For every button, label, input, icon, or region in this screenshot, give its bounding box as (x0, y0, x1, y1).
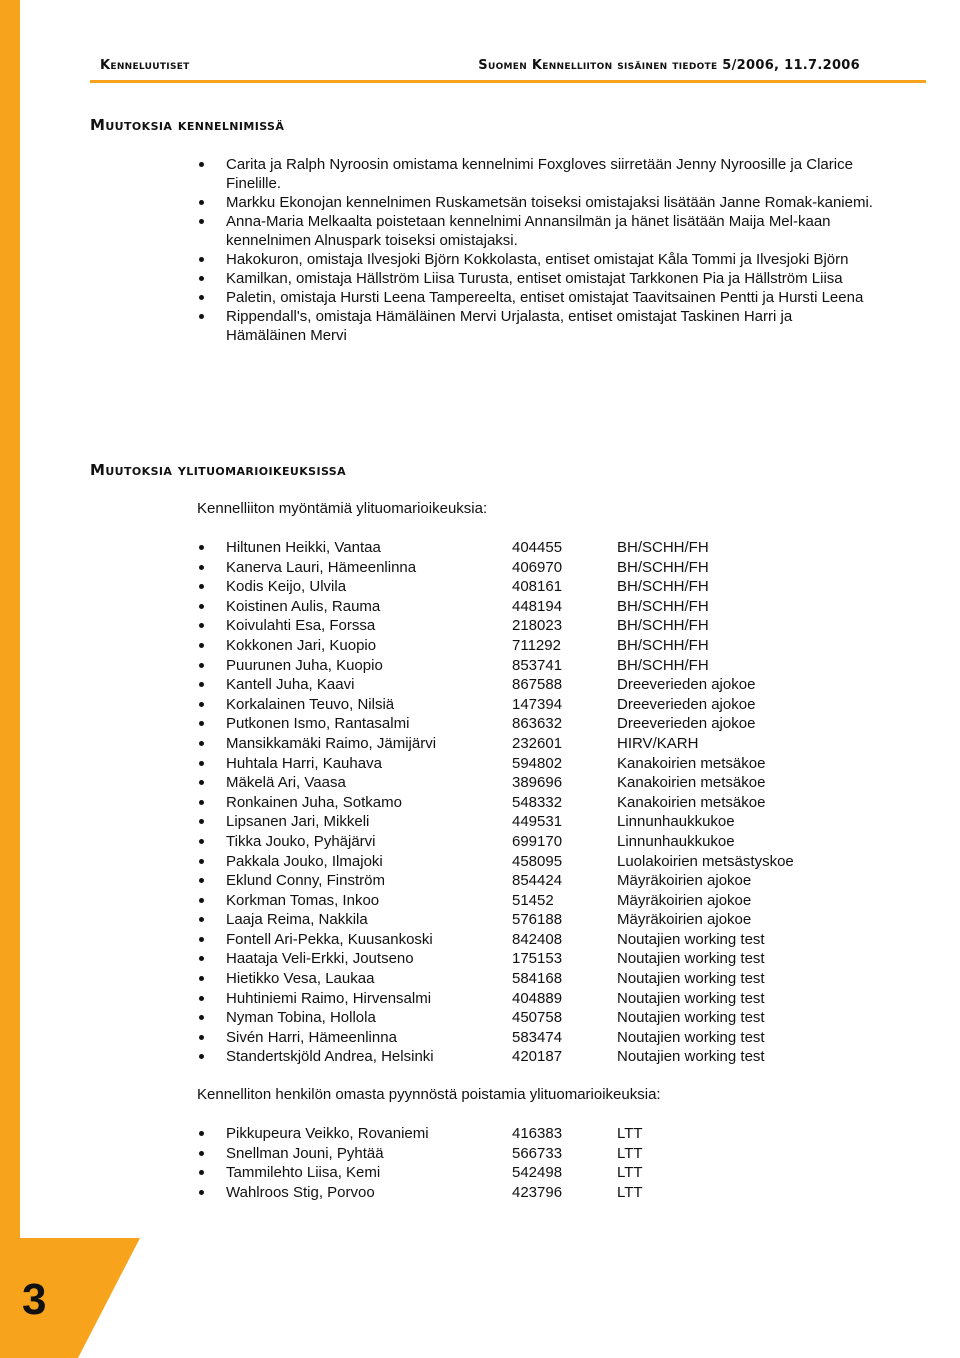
judge-number: 389696 (512, 774, 563, 792)
side-accent-bar (0, 0, 20, 1240)
judge-category: LTT (617, 1164, 643, 1182)
judge-name: Sivén Harri, Hämeenlinna (226, 1028, 397, 1046)
list-item: Markku Ekonojan kennelnimen Ruskametsän toiseksi omistajaksi lisätään Janne Romak-kaniemi. (196, 193, 876, 212)
judge-category: Noutajien working test (617, 1028, 765, 1046)
header-rule (90, 80, 926, 83)
judge-category: LTT (617, 1183, 643, 1201)
judge-number: 420187 (512, 1048, 563, 1066)
judge-name: Lipsanen Jari, Mikkeli (226, 813, 370, 831)
judge-number: 450758 (512, 1009, 563, 1027)
judge-name: Kokkonen Jari, Kuopio (226, 636, 377, 654)
judge-number: 566733 (512, 1144, 563, 1162)
judge-number: 175153 (512, 950, 563, 968)
list-item: Kamilkan, omistaja Hällström Liisa Turusta, entiset omistajat Tarkkonen Pia ja Hällström Liisa (196, 269, 876, 288)
judge-number: 423796 (512, 1183, 563, 1201)
judge-number: 51452 (512, 891, 554, 909)
judge-category: Noutajien working test (617, 1009, 765, 1027)
judge-name: Huhtiniemi Raimo, Hirvensalmi (226, 989, 432, 1007)
removed-intro: Kennelliton henkilön omasta pyynnöstä poistamia ylituomarioikeuksia: (197, 1086, 661, 1103)
judge-number: 699170 (512, 832, 563, 850)
judge-number: 147394 (512, 695, 563, 713)
judge-category: Dreeverieden ajokoe (617, 715, 756, 733)
list-item: Rippendall's, omistaja Hämäläinen Mervi Urjalasta, entiset omistajat Taskinen Harri ja Hämäläinen Mervi (196, 307, 876, 345)
header-left: Kenneluutiset (100, 58, 190, 73)
judge-category: LTT (617, 1144, 643, 1162)
judge-name: Wahlroos Stig, Porvoo (226, 1183, 375, 1201)
judge-name: Puurunen Juha, Kuopio (226, 656, 383, 674)
list-item: Carita ja Ralph Nyroosin omistama kennelnimi Foxgloves siirretään Jenny Nyroosille ja Clarice Finelille. (196, 155, 876, 193)
judge-number: 218023 (512, 617, 563, 635)
judge-name: Pakkala Jouko, Ilmajoki (226, 852, 383, 870)
judge-category: Kanakoirien metsäkoe (617, 793, 766, 811)
judge-name: Standertskjöld Andrea, Helsinki (226, 1048, 434, 1066)
judge-name: Korkalainen Teuvo, Nilsiä (226, 695, 395, 713)
judge-name: Haataja Veli-Erkki, Joutseno (226, 950, 414, 968)
judge-number: 842408 (512, 930, 563, 948)
judge-name: Mäkelä Ari, Vaasa (226, 774, 346, 792)
judge-number: 449531 (512, 813, 563, 831)
judge-category: Noutajien working test (617, 989, 765, 1007)
judge-name: Fontell Ari-Pekka, Kuusankoski (226, 930, 433, 948)
judge-category: BH/SCHH/FH (617, 578, 709, 596)
header-right: Suomen Kennelliiton sisäinen tiedote 5/2006, 11.7.2006 (478, 58, 860, 73)
judge-category: Noutajien working test (617, 970, 765, 988)
judge-category: Kanakoirien metsäkoe (617, 774, 766, 792)
judge-name: Nyman Tobina, Hollola (226, 1009, 376, 1027)
judge-category: Linnunhaukkukoe (617, 832, 735, 850)
judge-category: Luolakoirien metsästyskoe (617, 852, 794, 870)
granted-intro: Kennelliiton myöntämiä ylituomarioikeuksia: (197, 500, 488, 517)
list-item: Paletin, omistaja Hursti Leena Tampereelta, entiset omistajat Taavitsainen Pentti ja Hursti Leena (196, 288, 876, 307)
judge-category: Noutajien working test (617, 1048, 765, 1066)
judge-name: Kanerva Lauri, Hämeenlinna (226, 558, 417, 576)
judge-category: BH/SCHH/FH (617, 617, 709, 635)
judge-number: 458095 (512, 852, 563, 870)
judge-name: Kantell Juha, Kaavi (226, 676, 355, 694)
kennel-name-changes-list (196, 155, 876, 345)
judge-category: Mäyräkoirien ajokoe (617, 872, 752, 890)
judge-name: Putkonen Ismo, Rantasalmi (226, 715, 410, 733)
judge-number: 583474 (512, 1028, 563, 1046)
judge-name: Ronkainen Juha, Sotkamo (226, 793, 402, 811)
judge-category: Linnunhaukkukoe (617, 813, 735, 831)
judge-number: 576188 (512, 911, 563, 929)
judge-number: 448194 (512, 597, 563, 615)
judge-number: 584168 (512, 970, 563, 988)
list-item: Anna-Maria Melkaalta poistetaan kennelnimi Annansilmän ja hänet lisätään Maija Mel-kaan kennelnimen Alnuspark toiseksi omistajaksi. (196, 212, 876, 250)
section-title-judge-rights: Muutoksia ylituomarioikeuksissa (90, 461, 347, 479)
judge-category: HIRV/KARH (617, 734, 699, 752)
judge-number: 863632 (512, 715, 563, 733)
judge-number: 853741 (512, 656, 563, 674)
judge-name: Koistinen Aulis, Rauma (226, 597, 381, 615)
judge-category: BH/SCHH/FH (617, 539, 709, 556)
judge-category: Dreeverieden ajokoe (617, 676, 756, 694)
judge-number: 711292 (512, 636, 561, 654)
judge-number: 594802 (512, 754, 563, 772)
judge-number: 406970 (512, 558, 563, 576)
page-number: 3 (22, 1275, 47, 1324)
judge-number: 867588 (512, 676, 563, 694)
judge-category: Kanakoirien metsäkoe (617, 754, 766, 772)
judge-name: Huhtala Harri, Kauhava (226, 754, 382, 772)
judge-number: 404889 (512, 989, 563, 1007)
judge-category: Mäyräkoirien ajokoe (617, 891, 752, 909)
judge-number: 416383 (512, 1125, 563, 1142)
judge-name: Tammilehto Liisa, Kemi (226, 1164, 381, 1182)
judge-number: 854424 (512, 872, 563, 890)
page-tab (0, 1238, 140, 1358)
judge-number: 232601 (512, 734, 563, 752)
judge-name: Koivulahti Esa, Forssa (226, 617, 376, 635)
judge-number: 548332 (512, 793, 563, 811)
judge-name: Hietikko Vesa, Laukaa (226, 970, 375, 988)
section-title-kennel-names: Muutoksia kennelnimissä (90, 116, 285, 134)
judge-number: 408161 (512, 578, 563, 596)
judge-name: Snellman Jouni, Pyhtää (226, 1144, 384, 1162)
judge-name: Pikkupeura Veikko, Rovaniemi (226, 1125, 429, 1142)
judge-name: Hiltunen Heikki, Vantaa (226, 539, 381, 556)
judge-category: Noutajien working test (617, 930, 765, 948)
judge-name: Laaja Reima, Nakkila (226, 911, 368, 929)
judge-name: Kodis Keijo, Ulvila (226, 578, 347, 596)
judge-category: Mäyräkoirien ajokoe (617, 911, 752, 929)
judge-name: Korkman Tomas, Inkoo (226, 891, 380, 909)
judge-category: Dreeverieden ajokoe (617, 695, 756, 713)
judge-category: Noutajien working test (617, 950, 765, 968)
list-item: Hakokuron, omistaja Ilvesjoki Björn Kokkolasta, entiset omistajat Kåla Tommi ja Ilvesjoki Björn (196, 250, 876, 269)
judge-name: Mansikkamäki Raimo, Jämijärvi (226, 734, 437, 752)
judge-category: BH/SCHH/FH (617, 597, 709, 615)
judge-name: Tikka Jouko, Pyhäjärvi (226, 832, 376, 850)
judge-category: LTT (617, 1125, 643, 1142)
judge-name: Eklund Conny, Finström (226, 872, 385, 890)
judge-category: BH/SCHH/FH (617, 656, 709, 674)
judge-category: BH/SCHH/FH (617, 558, 709, 576)
judge-number: 404455 (512, 539, 563, 556)
judge-category: BH/SCHH/FH (617, 636, 709, 654)
judge-number: 542498 (512, 1164, 563, 1182)
